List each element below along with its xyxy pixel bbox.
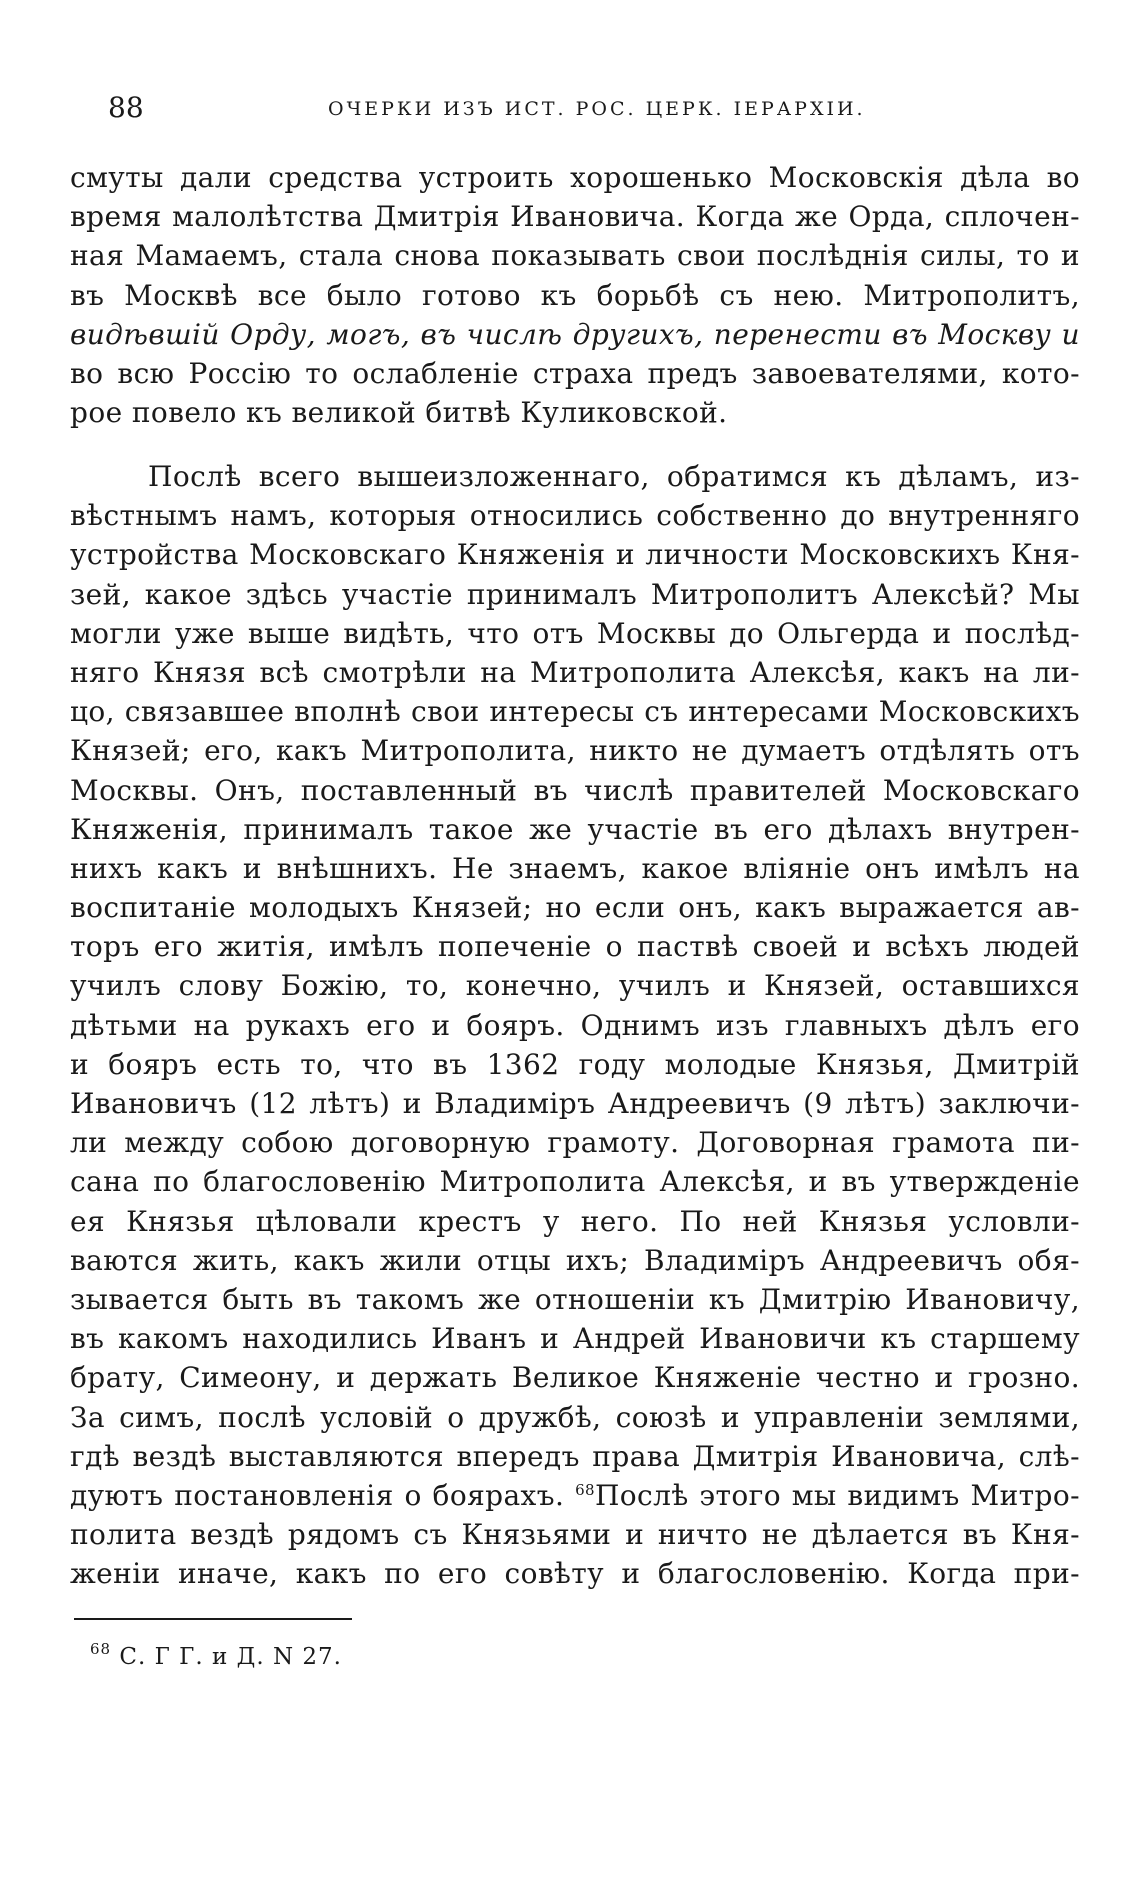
text-line: зей, какое здѣсь участіе принималъ Митрополитъ Алексѣй? Мы (70, 577, 1080, 611)
text-line: зывается быть въ такомъ же отношеніи къ Дмитрію Ивановичу, (70, 1282, 1080, 1316)
text-line: рое повело къ великой битвѣ Куликовской. (70, 396, 728, 430)
text-line: вѣстнымъ намъ, которыя относились собственно до внутренняго (70, 499, 1080, 533)
text-line: и бояръ есть то, что въ 1362 году молодые Князья, Дмитрій (70, 1047, 1080, 1081)
text-line: училъ слову Божію, то, конечно, училъ и Князей, оставшихся (70, 969, 1080, 1003)
text-line: ваются жить, какъ жили отцы ихъ; Владиміръ Андреевичъ обя- (70, 1243, 1080, 1277)
text-line: воспитаніе молодыхъ Князей; но если онъ, какъ выражается ав- (70, 891, 1080, 925)
text-line: время малолѣтства Дмитрія Ивановича. Когда же Орда, сплочен- (70, 200, 1080, 234)
text-line: могли уже выше видѣть, что отъ Москвы до Ольгерда и послѣд- (70, 616, 1080, 650)
text-fragment: Послѣ этого мы видимъ Митро- (594, 1478, 1080, 1512)
text-line: гдѣ вездѣ выставляются впередъ права Дмитрія Ивановича, слѣ- (70, 1439, 1080, 1473)
footnote-text: С. Г Г. и Д. N 27. (119, 1644, 342, 1670)
text-line: въ какомъ находились Иванъ и Андрей Ивановичи къ старшему (70, 1322, 1080, 1356)
footnote-divider (74, 1618, 352, 1620)
text-line: За симъ, послѣ условій о дружбѣ, союзѣ и управленіи землями, (70, 1400, 1080, 1434)
text-line: Послѣ всего вышеизложеннаго, обратимся къ дѣламъ, из- (148, 460, 1080, 493)
text-line-with-note (70, 1476, 1080, 1515)
text-line: торъ его житія, имѣлъ попеченіе о паствѣ своей и всѣхъ людей (70, 930, 1080, 964)
page-number: 88 (108, 91, 144, 124)
text-line: нихъ какъ и внѣшнихъ. Не знаемъ, какое вліяніе онъ имѣлъ на (70, 851, 1080, 885)
text-line: дѣтьми на рукахъ его и бояръ. Однимъ изъ главныхъ дѣлъ его (70, 1008, 1080, 1042)
text-line: Москвы. Онъ, поставленный въ числѣ правителей Московскаго (70, 773, 1080, 807)
running-head (108, 88, 868, 128)
footnote-marker: 68 (90, 1640, 112, 1658)
text-line: ная Мамаемъ, стала снова показывать свои послѣднія силы, то и (70, 239, 1080, 273)
text-line: устройства Московскаго Княженія и личности Московскихъ Кня- (70, 538, 1080, 572)
text-line: ея Князья цѣловали крестъ у него. По ней Князья условли- (70, 1204, 1080, 1238)
text-line: цо, связавшее вполнѣ свои интересы съ интересами Московскихъ (70, 695, 1080, 729)
running-title: ОЧЕРКИ ИЗЪ ИСТ. РОС. ЦЕРК. ІЕРАРХІИ. (328, 98, 866, 120)
text-line: смуты дали средства устроить хорошенько Московскія дѣла во (70, 161, 1080, 194)
text-line: ли между собою договорную грамоту. Договорная грамота пи- (70, 1126, 1080, 1160)
text-line: Княженія, принималъ такое же участіе въ его дѣлахъ внутрен- (70, 812, 1080, 846)
footnote (90, 1640, 342, 1674)
text-line: Князей; его, какъ Митрополита, никто не думаетъ отдѣлять отъ (70, 734, 1080, 768)
text-line: няго Князя всѣ смотрѣли на Митрополита Алексѣя, какъ на ли- (70, 655, 1080, 689)
text-line: во всю Россію то ослабленіе страха предъ завоевателями, кото- (70, 356, 1080, 390)
text-line: полита вездѣ рядомъ съ Князьями и ничто не дѣлается въ Кня- (70, 1518, 1080, 1552)
paragraph-1 (70, 158, 1080, 432)
text-line: въ Москвѣ все было готово къ борьбѣ съ нею. Митрополитъ, (70, 278, 1080, 312)
text-line: брату, Симеону, и держать Великое Княженіе честно и грозно. (70, 1361, 1080, 1395)
text-line: сана по благословенію Митрополита Алексѣя, и въ утвержденіе (70, 1165, 1080, 1199)
text-line-italic: видѣвшій Орду, могъ, въ числѣ другихъ, перенести въ Москву и (70, 317, 1080, 351)
text-line: женіи иначе, какъ по его совѣту и благословенію. Когда при- (70, 1557, 1080, 1591)
text-line: Ивановичъ (12 лѣтъ) и Владиміръ Андреевичъ (9 лѣтъ) заключи- (70, 1087, 1080, 1120)
text-fragment: дуютъ постановленія о боярахъ. (70, 1478, 565, 1512)
paragraph-2 (70, 457, 1080, 1593)
footnote-reference[interactable]: 68 (575, 1480, 595, 1499)
